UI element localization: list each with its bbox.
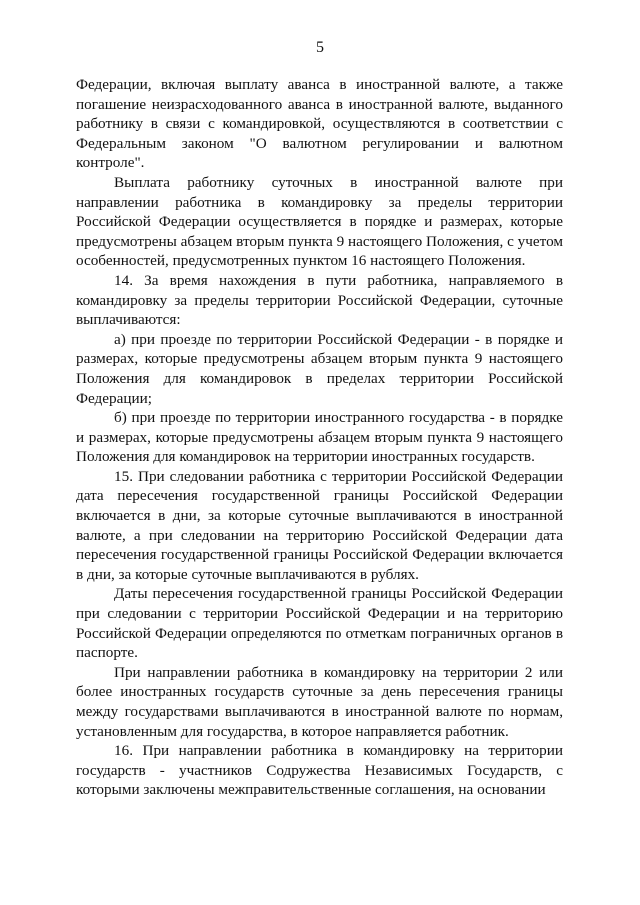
paragraph-item-14-a: а) при проезде по территории Российской Федерации - в порядке и размерах, которые предусмотрены абзацем вторым пункта 9 настоящего Положения для командировок в пределах территории Российской Федерации; bbox=[76, 330, 563, 407]
paragraph-item-14: 14. За время нахождения в пути работника, направляемого в командировку за пределы территории Российской Федерации, суточные выплачиваются: bbox=[76, 271, 563, 329]
paragraph-item-15: 15. При следовании работника с территории Российской Федерации дата пересечения государственной границы Российской Федерации включается в дни, за которые суточные выплачиваются в иностранной валюте, а при следовании на территорию Российской Федерации дата пересечения государственной границы Российской Федерации включается в дни, за которые суточные выплачиваются в рублях. bbox=[76, 467, 563, 583]
document-body bbox=[76, 75, 563, 800]
paragraph-multiple-states: При направлении работника в командировку на территории 2 или более иностранных государств суточные за день пересечения границы между государствами выплачиваются в иностранной валюте по нормам, установленным для государства, в которое направляется работник. bbox=[76, 663, 563, 740]
page-number: 5 bbox=[316, 39, 324, 56]
paragraph-item-16: 16. При направлении работника в командировку на территории государств - участников Содружества Независимых Государств, с которыми заключены межправительственные соглашения, на основании bbox=[76, 742, 563, 799]
paragraph-continuation: Федерации, включая выплату аванса в иностранной валюте, а также погашение неизрасходованного аванса в иностранной валюте, выданного работнику в связи с командировкой, осуществляются в соответствии с Федеральным законом "О валютном регулировании и валютном контроле". bbox=[76, 76, 563, 172]
paragraph-item-14-b: б) при проезде по территории иностранного государства - в порядке и размерах, которые предусмотрены абзацем вторым пункта 9 настоящего Положения для командировок на территории иностранных государств. bbox=[76, 409, 563, 466]
paragraph-per-diem-foreign-currency: Выплата работнику суточных в иностранной валюте при направлении работника в командировку за пределы территории Российской Федерации осуществляется в порядке и размерах, которые предусмотрены абзацем вторым пункта 9 настоящего Положения, с учетом особенностей, предусмотренных пунктом 16 настоящего Положения. bbox=[76, 173, 563, 270]
paragraph-border-crossing-dates: Даты пересечения государственной границы Российской Федерации при следовании с территории Российской Федерации и на территорию Российской Федерации определяются по отметкам пограничных органов в паспорте. bbox=[76, 585, 563, 662]
